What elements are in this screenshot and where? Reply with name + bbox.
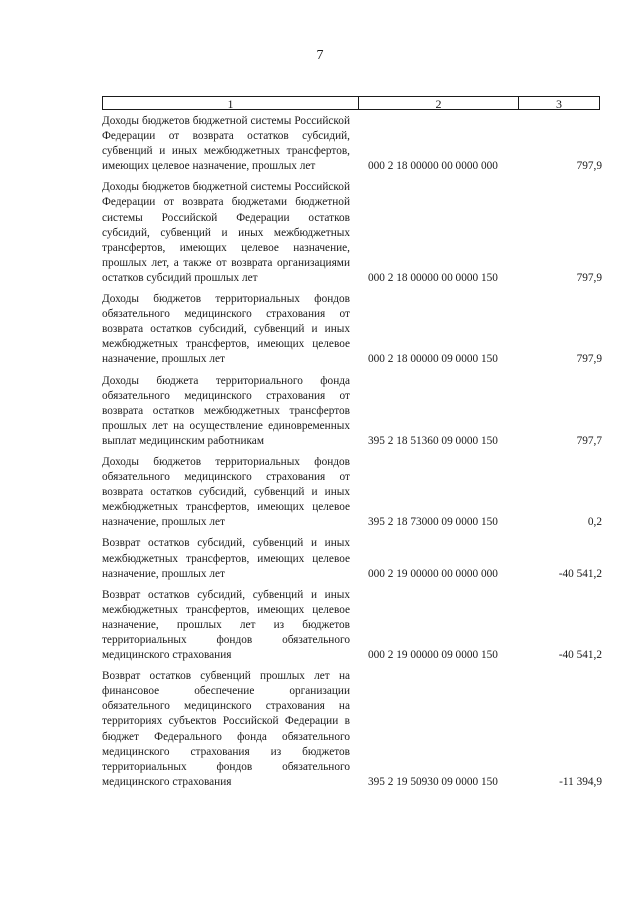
page-number: 7: [316, 48, 324, 63]
row-amount: -11 394,9: [559, 775, 602, 788]
table-row: [102, 536, 602, 581]
table-body: [102, 114, 602, 796]
row-description: Возврат остатков субсидий, субвенций и иных межбюджетных трансфертов, имеющих целевое назначение, прошлых лет: [102, 537, 350, 580]
row-code: 000 2 18 00000 00 0000 000: [368, 160, 498, 173]
row-description: Доходы бюджетов территориальных фондов обязательного медицинского страхования от возврата остатков субсидий, субвенций и иных межбюджетных трансфертов, имеющих целевое назначение, прошлых лет: [102, 455, 350, 529]
row-amount: 797,7: [576, 434, 602, 447]
table-row: [102, 374, 602, 449]
row-description: Доходы бюджета территориального фонда обязательного медицинского страхования от возврата остатков межбюджетных трансфертов прошлых лет на осуществление единовременных выплат медицинским работникам: [102, 374, 350, 447]
header-col-description: 1: [103, 97, 359, 109]
row-amount: 797,9: [576, 353, 602, 366]
header-col-amount: 3: [556, 97, 562, 111]
table-row: [102, 180, 602, 286]
header-col-code: 2: [359, 97, 519, 109]
table-header-row: [102, 96, 600, 110]
table-row: [102, 669, 602, 790]
row-description: Возврат остатков субсидий, субвенций и иных межбюджетных трансфертов, имеющих целевое назначение, прошлых лет из бюджетов территориальных фондов обязательного медицинского страхования: [102, 588, 350, 662]
row-description: Доходы бюджетов бюджетной системы Российской Федерации от возврата бюджетами бюджетной системы Российской Федерации остатков субсидий, субвенций и иных межбюджетных трансфертов, имеющих целевое назначение, прошлых лет, а также от возврата организациями остатков субсидий прошлых лет: [102, 181, 350, 284]
row-code: 395 2 18 51360 09 0000 150: [368, 434, 498, 447]
row-description: Возврат остатков субвенций прошлых лет на финансовое обеспечение организации обязательного медицинского страхования на территориях субъектов Российской Федерации в бюджет Федерального фонда обязательного медицинского страхования из бюджетов территориальных фондов обязательного медицинского страхования: [102, 670, 350, 788]
row-amount: 0,2: [587, 516, 602, 529]
row-code: 000 2 19 00000 09 0000 150: [368, 649, 498, 662]
row-code: 000 2 19 00000 00 0000 000: [368, 567, 498, 580]
row-amount: 797,9: [576, 160, 602, 173]
row-code: 000 2 18 00000 09 0000 150: [368, 353, 498, 366]
table-row: [102, 588, 602, 663]
row-code: 395 2 19 50930 09 0000 150: [368, 775, 498, 788]
table-row: [102, 292, 602, 367]
row-amount: -40 541,2: [558, 649, 602, 662]
row-code: 395 2 18 73000 09 0000 150: [368, 516, 498, 529]
row-description: Доходы бюджетов бюджетной системы Российской Федерации от возврата остатков субсидий, субвенций и иных межбюджетных трансфертов, имеющих целевое назначение, прошлых лет: [102, 115, 350, 173]
row-amount: -40 541,2: [558, 567, 602, 580]
row-amount: 797,9: [576, 271, 602, 284]
row-description: Доходы бюджетов территориальных фондов обязательного медицинского страхования от возврата остатков субсидий, субвенций и иных межбюджетных трансфертов, имеющих целевое назначение, прошлых лет: [102, 293, 350, 366]
row-code: 000 2 18 00000 00 0000 150: [368, 271, 498, 284]
table-row: [102, 114, 602, 174]
table-row: [102, 455, 602, 530]
